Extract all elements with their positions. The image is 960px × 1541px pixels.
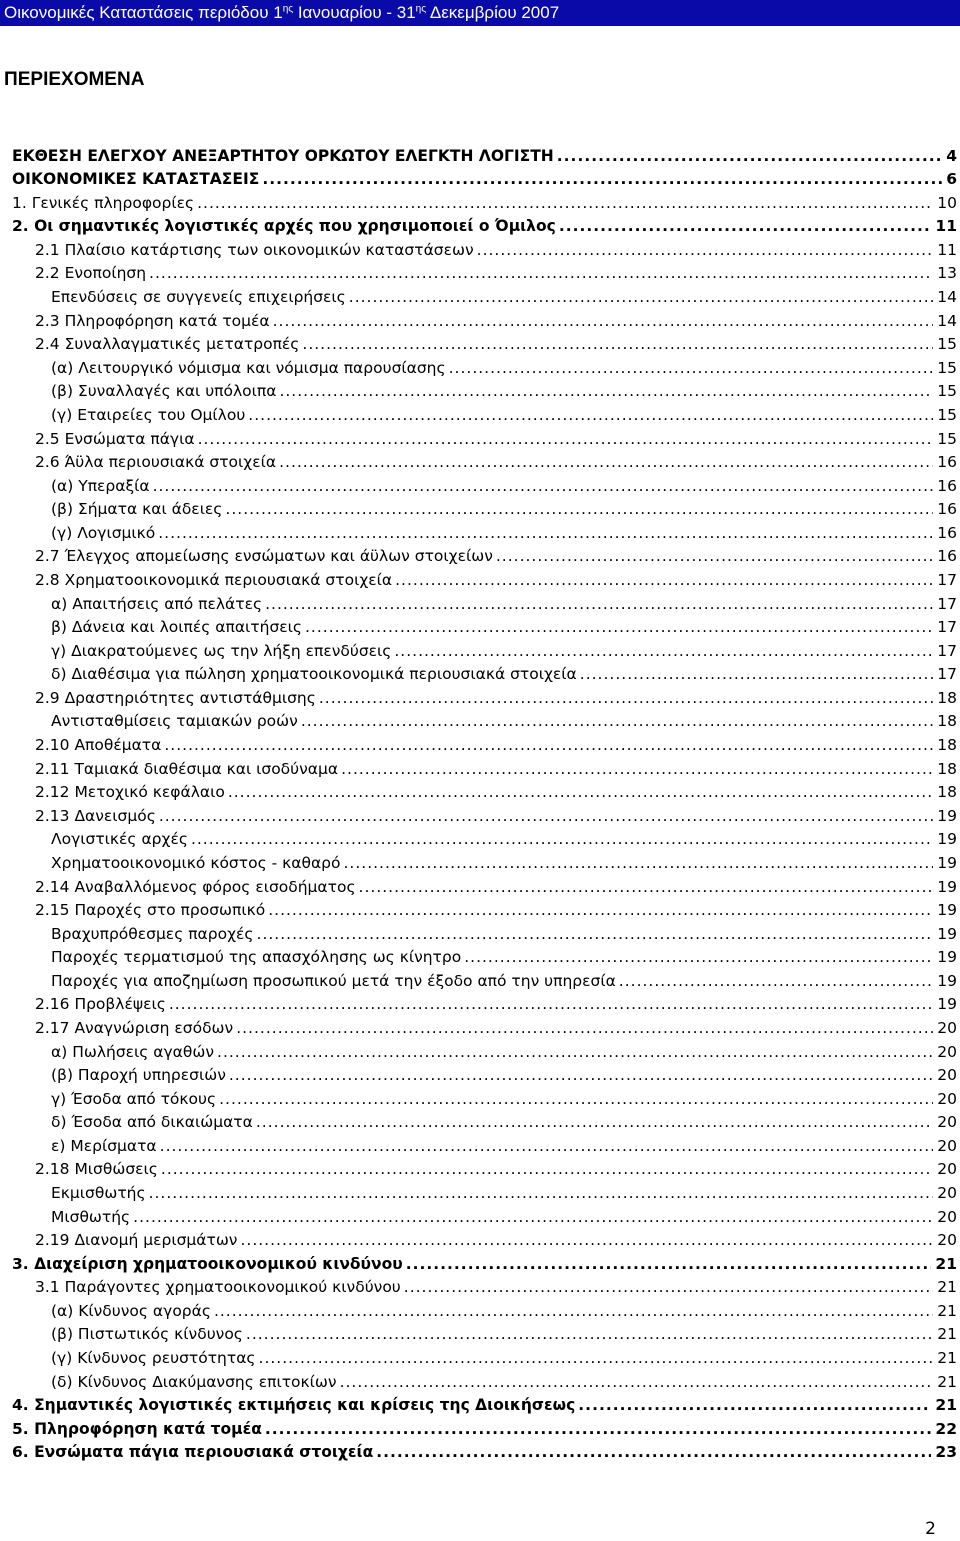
toc-entry-page: 19 [937,924,957,943]
toc-dot-leader [257,925,934,944]
toc-entry[interactable] [12,521,957,545]
toc-entry-page: 10 [937,193,957,212]
toc-entry-label: 2.1 Πλαίσιο κατάρτισης των οικονομικών καταστάσεων [35,240,474,259]
toc-entry[interactable] [12,498,957,522]
toc-entry-label: (β) Συναλλαγές και υπόλοιπα [51,382,277,401]
toc-entry-label: Μισθωτής [51,1207,131,1226]
toc-entry-page: 17 [937,618,957,637]
toc-entry[interactable] [12,1370,957,1394]
toc-dot-leader [406,1255,932,1274]
toc-dot-leader [395,571,933,590]
toc-entry[interactable] [12,568,957,592]
toc-dot-leader [619,972,933,991]
toc-dot-leader [236,1019,933,1038]
toc-entry[interactable] [12,403,957,427]
toc-dot-leader [149,264,933,283]
toc-entry-page: 20 [937,1231,957,1250]
toc-dot-leader [268,901,933,920]
toc-entry-label: 2.19 Διανομή μερισμάτων [35,1231,238,1250]
toc-entry-label: (β) Σήματα και άδειες [51,500,223,519]
toc-entry-label: 2.15 Παροχές στο προσωπικό [35,901,266,920]
toc-entry-page: 19 [937,877,957,896]
toc-entry-label: (δ) Κίνδυνος Διακύμανσης επιτοκίων [51,1372,337,1391]
toc-entry-label: 3. Διαχείριση χρηματοοικονομικού κινδύνου [12,1254,403,1273]
toc-entry[interactable] [12,1134,957,1158]
toc-dot-leader [265,595,933,614]
toc-entry-label: Αντισταθμίσεις ταμιακών ροών [51,712,298,731]
toc-entry[interactable] [12,804,957,828]
toc-entry[interactable] [12,757,957,781]
toc-dot-leader [248,406,933,425]
toc-entry-label: 5. Πληροφόρηση κατά τομέα [12,1419,262,1438]
toc-dot-leader [319,689,933,708]
toc-dot-leader [191,830,933,849]
toc-entry[interactable] [12,781,957,805]
toc-entry[interactable] [12,545,957,569]
toc-entry-page: 17 [937,570,957,589]
toc-entry[interactable] [12,851,957,875]
toc-dot-leader [265,1420,932,1439]
toc-entry-label: Χρηματοοικονομικό κόστος - καθαρό [51,853,341,872]
toc-entry-page: 18 [937,736,957,755]
toc-entry-label: γ) Διακρατούμενες ως την λήξη επενδύσεις [51,641,392,660]
toc-entry-page: 20 [937,1089,957,1108]
toc-entry[interactable] [12,828,957,852]
toc-entry[interactable] [12,1441,957,1465]
toc-entry[interactable] [12,1229,957,1253]
toc-entry[interactable] [12,1299,957,1323]
toc-dot-leader [161,1160,933,1179]
toc-entry-page: 16 [937,453,957,472]
toc-entry-page: 21 [937,1278,957,1297]
toc-entry[interactable] [12,663,957,687]
toc-entry-page: 17 [937,594,957,613]
toc-entry-page: 6 [946,170,957,189]
toc-dot-leader [228,783,933,802]
toc-entry-page: 19 [937,948,957,967]
toc-entry-page: 17 [937,665,957,684]
toc-entry-label: 2.17 Αναγνώριση εσόδων [35,1018,234,1037]
header-middle: Ιανουαρίου - 31 [293,3,416,22]
toc-dot-leader [344,854,934,873]
toc-entry-page: 15 [937,429,957,448]
toc-entry[interactable] [12,686,957,710]
document-header [0,0,960,26]
toc-entry-label: 4. Σημαντικές λογιστικές εκτιμήσεις και κρίσεις της Διοικήσεως [12,1396,576,1415]
toc-dot-leader [246,1325,933,1344]
toc-entry-page: 15 [937,382,957,401]
toc-entry[interactable] [12,215,957,239]
toc-entry[interactable] [12,309,957,333]
toc-entry-page: 16 [937,500,957,519]
toc-entry[interactable] [12,191,957,215]
toc-entry[interactable] [12,616,957,640]
toc-entry-page: 13 [937,264,957,283]
toc-entry-page: 21 [937,1301,957,1320]
toc-entry-page: 18 [937,712,957,731]
toc-entry[interactable] [12,1252,957,1276]
header-prefix: Οικονομικές Καταστάσεις περιόδου 1 [4,3,283,22]
toc-entry-label: 2.16 Προβλέψεις [35,995,166,1014]
toc-entry-page: 22 [935,1419,957,1438]
toc-entry-label: 1. Γενικές πληροφορίες [12,193,195,212]
toc-entry-page: 20 [937,1018,957,1037]
toc-entry-label: ε) Μερίσματα [51,1136,157,1155]
toc-entry-label: δ) Διαθέσιμα για πώληση χρηματοοικονομικά περιουσιακά στοιχεία [51,665,577,684]
toc-entry-label: (γ) Λογισμικό [51,523,156,542]
toc-entry[interactable] [12,380,957,404]
toc-entry-page: 11 [937,240,957,259]
toc-entry[interactable] [12,639,957,663]
toc-entry[interactable] [12,1205,957,1229]
toc-entry-label: (γ) Εταιρείες του Ομίλου [51,405,246,424]
toc-entry-label: 6. Ενσώματα πάγια περιουσιακά στοιχεία [12,1443,374,1462]
toc-entry[interactable] [12,1158,957,1182]
toc-dot-leader [259,1349,934,1368]
toc-entry-page: 20 [937,1113,957,1132]
toc-dot-leader [279,453,933,472]
page-number: 2 [925,1519,936,1539]
page-title: ΠΕΡΙΕΧΟΜΕΝΑ [4,69,145,90]
toc-entry-page: 21 [935,1396,957,1415]
toc-entry-page: 4 [946,146,957,165]
toc-entry-label: γ) Έσοδα από τόκους [51,1089,217,1108]
toc-entry-label: Παροχές τερματισμού της απασχόλησης ως κίνητρο [51,948,462,967]
toc-entry[interactable] [12,1016,957,1040]
toc-entry-label: 2.14 Αναβαλλόμενος φόρος εισοδήματος [35,877,356,896]
toc-entry-label: Λογιστικές αρχές [51,830,188,849]
toc-entry-page: 19 [937,853,957,872]
toc-dot-leader [217,1043,933,1062]
toc-entry-label: Βραχυπρόθεσμες παροχές [51,924,254,943]
toc-entry-page: 23 [935,1443,957,1462]
toc-dot-leader [340,1373,934,1392]
toc-entry-label: ΟΙΚΟΝΟΜΙΚΕΣ ΚΑΤΑΣΤΑΣΕΙΣ [12,170,260,189]
toc-dot-leader [225,500,933,519]
toc-entry-page: 21 [937,1325,957,1344]
toc-dot-leader [214,1302,933,1321]
toc-dot-leader [376,1443,931,1462]
toc-entry-page: 19 [937,995,957,1014]
toc-dot-leader [578,1396,931,1415]
toc-entry[interactable] [12,238,957,262]
toc-entry-page: 17 [937,641,957,660]
toc-dot-leader [169,995,933,1014]
toc-dot-leader [273,312,934,331]
toc-entry-label: 2.3 Πληροφόρηση κατά τομέα [35,311,270,330]
toc-dot-leader [341,760,933,779]
toc-entry-page: 21 [937,1372,957,1391]
toc-entry-label: (β) Παροχή υπηρεσιών [51,1066,226,1085]
toc-dot-leader [464,948,933,967]
toc-entry[interactable] [12,1323,957,1347]
toc-dot-leader [160,1137,934,1156]
toc-entry-page: 20 [937,1160,957,1179]
toc-dot-leader [349,288,933,307]
toc-entry-label: 2.10 Αποθέματα [35,736,162,755]
header-sup-1: ης [282,3,294,15]
toc-entry-page: 21 [937,1349,957,1368]
toc-entry[interactable] [12,474,957,498]
toc-entry-label: β) Δάνεια και λοιπές απαιτήσεις [51,618,302,637]
toc-entry-label: 2.6 Άϋλα περιουσιακά στοιχεία [35,453,277,472]
header-suffix: Δεκεμβρίου 2007 [426,3,560,22]
toc-entry-label: 2.11 Ταμιακά διαθέσιμα και ισοδύναμα [35,759,339,778]
toc-entry[interactable] [12,1040,957,1064]
toc-entry-label: (β) Πιστωτικός κίνδυνος [51,1325,243,1344]
toc-dot-leader [305,618,933,637]
toc-entry-page: 20 [937,1184,957,1203]
toc-entry-label: ΕΚΘΕΣΗ ΕΛΕΓΧΟΥ ΑΝΕΞΑΡΤΗΤΟΥ ΟΡΚΩΤΟΥ ΕΛΕΓΚΤΗ ΛΟΓΙΣΤΗ [12,146,554,165]
toc-entry-label: (γ) Κίνδυνος ρευστότητας [51,1349,256,1368]
toc-entry[interactable] [12,427,957,451]
toc-entry[interactable] [12,285,957,309]
toc-entry[interactable] [12,168,957,192]
toc-entry-page: 20 [937,1207,957,1226]
toc-dot-leader [198,430,934,449]
toc-dot-leader [149,1184,934,1203]
toc-entry[interactable] [12,144,957,168]
toc-dot-leader [557,147,942,166]
toc-dot-leader [301,712,933,731]
table-of-contents [12,144,957,1464]
toc-entry-page: 18 [937,688,957,707]
toc-dot-leader [404,1278,933,1297]
toc-dot-leader [159,807,933,826]
toc-entry-label: 2.9 Δραστηριότητες αντιστάθμισης [35,688,316,707]
toc-entry-label: 2.13 Δανεισμός [35,806,156,825]
toc-entry-label: α) Απαιτήσεις από πελάτες [51,594,263,613]
toc-entry-label: 2.12 Μετοχικό κεφάλαιο [35,783,225,802]
toc-entry-label: (α) Κίνδυνος αγοράς [51,1301,211,1320]
toc-dot-leader [229,1066,933,1085]
toc-dot-leader [240,1231,933,1250]
toc-dot-leader [164,736,933,755]
toc-entry-label: 2.5 Ενσώματα πάγια [35,429,195,448]
toc-dot-leader [153,477,934,496]
toc-entry[interactable] [12,1346,957,1370]
toc-dot-leader [559,217,932,236]
toc-entry-page: 11 [935,217,957,236]
toc-dot-leader [256,1113,933,1132]
toc-entry-label: (α) Λειτουργικό νόμισμα και νόμισμα παρουσίασης [51,358,446,377]
toc-dot-leader [359,878,934,897]
toc-entry-label: δ) Έσοδα από δικαιώματα [51,1113,253,1132]
toc-dot-leader [262,170,942,189]
toc-entry-page: 20 [937,1136,957,1155]
toc-entry-label: 2. Οι σημαντικές λογιστικές αρχές που χρησιμοποιεί ο Όμιλος [12,217,556,236]
toc-dot-leader [477,241,934,260]
toc-entry[interactable] [12,922,957,946]
toc-dot-leader [219,1090,933,1109]
toc-entry-label: 2.2 Ενοποίηση [35,264,147,283]
toc-entry[interactable] [12,733,957,757]
toc-entry[interactable] [12,333,957,357]
toc-entry[interactable] [12,899,957,923]
toc-entry[interactable] [12,356,957,380]
toc-entry-page: 19 [937,830,957,849]
toc-entry-page: 19 [937,901,957,920]
toc-entry-label: 2.7 Έλεγχος απομείωσης ενσώματων και άϋλων στοιχείων [35,547,493,566]
toc-dot-leader [197,194,933,213]
toc-entry[interactable] [12,1276,957,1300]
toc-dot-leader [302,335,933,354]
toc-entry-page: 16 [937,523,957,542]
toc-entry[interactable] [12,993,957,1017]
toc-entry-page: 15 [937,335,957,354]
toc-entry-page: 19 [937,971,957,990]
toc-entry[interactable] [12,1181,957,1205]
toc-entry-label: Παροχές για αποζημίωση προσωπικού μετά την έξοδο από την υπηρεσία [51,971,616,990]
toc-entry-label: α) Πωλήσεις αγαθών [51,1042,215,1061]
toc-entry[interactable] [12,592,957,616]
toc-entry-label: 3.1 Παράγοντες χρηματοοικονομικού κινδύνου [35,1278,401,1297]
toc-entry[interactable] [12,1417,957,1441]
toc-entry[interactable] [12,969,957,993]
toc-dot-leader [496,547,933,566]
toc-entry-label: 2.4 Συναλλαγματικές μετατροπές [35,335,300,354]
toc-entry[interactable] [12,262,957,286]
toc-entry-label: Επενδύσεις σε συγγενείς επιχειρήσεις [51,288,346,307]
toc-dot-leader [394,642,933,661]
toc-entry-page: 15 [937,358,957,377]
toc-entry-page: 20 [937,1042,957,1061]
toc-entry-page: 16 [937,547,957,566]
toc-entry[interactable] [12,1064,957,1088]
toc-entry-page: 19 [937,806,957,825]
toc-entry-label: 2.8 Χρηματοοικονομικά περιουσιακά στοιχεία [35,570,393,589]
toc-entry-page: 20 [937,1066,957,1085]
toc-entry[interactable] [12,875,957,899]
toc-entry[interactable] [12,1111,957,1135]
toc-entry[interactable] [12,1394,957,1418]
toc-dot-leader [580,665,933,684]
header-sup-2: ης [415,3,427,15]
toc-entry-page: 21 [935,1254,957,1273]
toc-entry-page: 15 [937,405,957,424]
toc-entry[interactable] [12,451,957,475]
toc-entry-label: Εκμισθωτής [51,1184,146,1203]
toc-entry-page: 16 [937,476,957,495]
toc-entry-label: (α) Υπεραξία [51,476,150,495]
toc-dot-leader [449,359,934,378]
toc-dot-leader [158,524,933,543]
toc-entry[interactable] [12,710,957,734]
toc-entry-page: 14 [937,288,957,307]
toc-entry-label: 2.18 Μισθώσεις [35,1160,158,1179]
toc-dot-leader [279,382,933,401]
toc-entry-page: 14 [937,311,957,330]
toc-entry-page: 18 [937,759,957,778]
toc-entry[interactable] [12,946,957,970]
toc-dot-leader [133,1208,933,1227]
toc-entry[interactable] [12,1087,957,1111]
toc-entry-page: 18 [937,783,957,802]
